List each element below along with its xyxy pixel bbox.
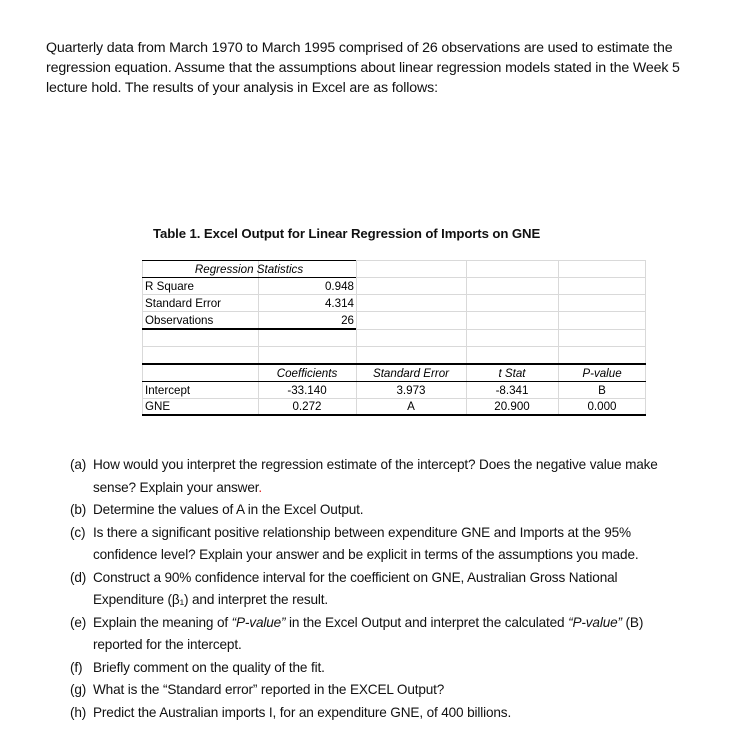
row-label-intercept: Intercept bbox=[145, 384, 191, 397]
stat-label-observations: Observations bbox=[145, 314, 214, 327]
question-text: Construct a 90% confidence interval for the coefficient on GNE, Australian Gross National Expenditure (β₁) and interpret the result. bbox=[93, 569, 618, 607]
question-item bbox=[70, 657, 680, 680]
question-label: (c) bbox=[70, 524, 86, 540]
gne-t-stat: 20.900 bbox=[494, 400, 530, 413]
question-text: What is the “Standard error” reported in the EXCEL Output? bbox=[93, 682, 445, 697]
intercept-standard-error: 3.973 bbox=[396, 384, 426, 397]
col-header-t-stat: t Stat bbox=[498, 367, 526, 380]
question-label: (d) bbox=[70, 569, 87, 585]
gne-standard-error: A bbox=[407, 400, 415, 413]
question-item bbox=[70, 499, 680, 522]
question-item bbox=[70, 679, 680, 702]
col-header-coefficients: Coefficients bbox=[276, 367, 338, 380]
question-label: (a) bbox=[70, 457, 87, 472]
gne-p-value: 0.000 bbox=[587, 400, 617, 413]
question-term-p-value: “P-value” bbox=[568, 614, 622, 630]
stat-label-r-square: R Square bbox=[145, 280, 194, 293]
question-item bbox=[70, 522, 680, 567]
intro-paragraph: Quarterly data from March 1970 to March 1995 comprised of 26 observations are used to estimate the regression equation. Assume that the assumptions about linear regression models stated in the Week 5 lecture hold. The results of your analysis in Excel are as follows: bbox=[46, 40, 680, 96]
question-text-mid: in the Excel Output and interpret the calculated bbox=[285, 614, 569, 630]
question-text: How would you interpret the regression estimate of the intercept? Does the negative value make sense? Explain your answer bbox=[93, 457, 658, 495]
intercept-p-value: B bbox=[598, 384, 606, 397]
stat-value-standard-error: 4.314 bbox=[324, 297, 354, 310]
question-label: (b) bbox=[70, 502, 87, 517]
col-header-p-value: P-value bbox=[582, 367, 622, 380]
question-text-pre: Explain the meaning of bbox=[93, 614, 232, 630]
table-title: Table 1. Excel Output for Linear Regression of Imports on GNE bbox=[153, 226, 541, 241]
question-text: Predict the Australian imports I, for an expenditure GNE, of 400 billions. bbox=[93, 704, 512, 720]
row-label-gne: GNE bbox=[145, 400, 171, 413]
question-label: (h) bbox=[70, 704, 87, 720]
question-label: (e) bbox=[70, 614, 87, 630]
question-label: (g) bbox=[70, 682, 87, 697]
stat-label-standard-error: Standard Error bbox=[145, 297, 222, 310]
question-item bbox=[70, 454, 680, 499]
question-term-p-value: “P-value” bbox=[231, 614, 286, 630]
question-text: Is there a significant positive relationship between expenditure GNE and Imports at the 95% confidence level? Explain your answer and be explicit in terms of the assumptions you made. bbox=[93, 524, 639, 562]
intercept-t-stat: -8.341 bbox=[495, 384, 529, 397]
question-label: (f) bbox=[70, 659, 83, 675]
regression-output-table bbox=[142, 260, 646, 416]
intercept-coefficient: -33.140 bbox=[287, 384, 327, 397]
question-item bbox=[70, 702, 680, 725]
gridline bbox=[142, 346, 646, 347]
col-header-standard-error: Standard Error bbox=[372, 367, 450, 380]
question-item bbox=[70, 567, 680, 612]
stat-value-r-square: 0.948 bbox=[324, 280, 354, 293]
stat-value-observations: 26 bbox=[341, 314, 354, 327]
question-text: Briefly comment on the quality of the fit. bbox=[93, 659, 325, 675]
red-period-mark: . bbox=[258, 479, 263, 495]
question-text: Determine the values of A in the Excel Output. bbox=[93, 502, 364, 517]
question-text-post: (B) reported for the intercept. bbox=[93, 614, 644, 652]
regression-statistics-header: Regression Statistics bbox=[194, 263, 304, 276]
gne-coefficient: 0.272 bbox=[292, 400, 322, 413]
question-list bbox=[70, 454, 680, 724]
question-item bbox=[70, 612, 680, 657]
